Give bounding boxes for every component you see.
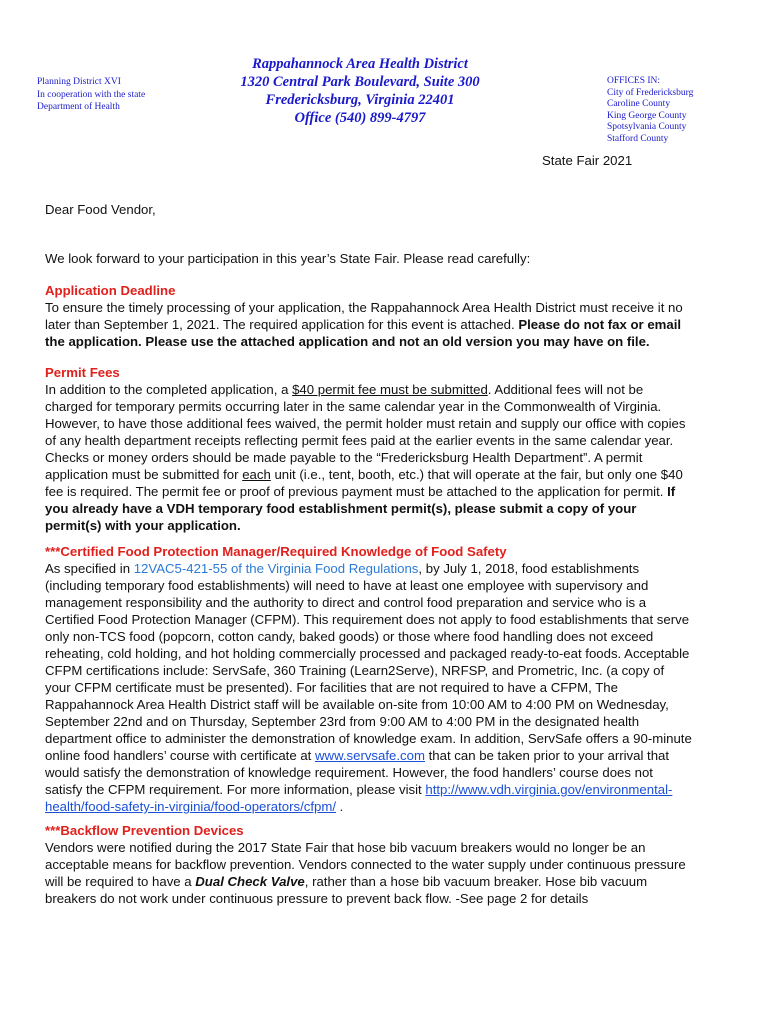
fees-text: Checks or money orders should be made payable to the “Fredericksburg Health Department”. A permit [45,450,643,465]
permit-fee-amount: $40 permit fee must be submitted [292,382,488,397]
cfpm-text: would satisfy the demonstration of knowledge requirement. However, the food handlers’ course does not [45,765,653,780]
office-phone: Office (540) 899-4797 [294,110,426,126]
deadline-text: the application. Please use the attached application and not an old version you may have on file. [45,334,650,349]
servsafe-link[interactable]: www.servsafe.com [315,748,425,763]
backflow-text: breakers do not work under continuous pressure to prevent back flow. -See page 2 for details [45,891,589,906]
backflow-text: Vendors were notified during the 2017 State Fair that hose bib vacuum breakers would no longer be an [45,840,646,855]
cfpm-heading: ***Certified Food Protection Manager/Required Knowledge of Food Safety [45,544,507,559]
fees-text: you already have a VDH temporary food establishment permit(s), please submit a copy of your [45,501,637,516]
office-location: City of Fredericksburg [607,87,694,98]
cfpm-text: September 22nd and on Thursday, September 23rd from 9:00 AM to 4:00 PM in the designated health [45,714,640,729]
offices-in-label: OFFICES IN: [607,76,661,86]
cfpm-text: department office to administer the demonstration of knowledge exam. In addition, ServSafe offers a 90-minute [45,731,692,746]
cfpm-section [45,543,735,815]
street-address: 1320 Central Park Boulevard, Suite 300 [240,74,480,90]
cfpm-text: online food handlers’ course with certificate at www.servsafe.com that can be taken prior to your arrival that [45,748,670,763]
district-name: Rappahannock Area Health District [252,56,468,72]
cfpm-text: satisfy the CFPM requirement. For more information, please visit http://www.vdh.virginia.gov/environmental- [45,782,673,797]
cfpm-text: (including temporary food establishments) will need to have at least one employee with supervisory and [45,578,649,593]
vdh-cfpm-link-cont[interactable]: health/food-safety-in-virginia/food-operators/cfpm/ [45,799,337,814]
cooperation-line: In cooperation with the state [37,89,146,100]
fax-warning: Please do not fax or email [518,317,682,332]
cfpm-text: your CFPM certificate must be presented). For facilities that are not required to have a CFPM, The [45,680,618,695]
fees-section [45,364,735,534]
city-state-zip: Fredericksburg, Virginia 22401 [265,92,455,108]
office-location: King George County [607,110,687,121]
cfpm-text: As specified in 12VAC5-421-55 of the Virginia Food Regulations, by July 1, 2018, food establishments [45,561,640,576]
cfpm-text: management responsibility and the authority to direct and control food preparation and service who is a [45,595,647,610]
cfpm-text: Certified Food Protection Manager (CFPM). This requirement does not apply to food establishments that serve [45,612,690,627]
vdh-cfpm-link[interactable]: http://www.vdh.virginia.gov/environmental- [425,782,673,797]
fees-text: application must be submitted for each unit (i.e., tent, booth, etc.) that will operate at the fair, but only one $40 [45,467,683,482]
planning-district: Planning District XVI [37,77,121,87]
letterhead-right [607,76,693,146]
cfpm-text: health/food-safety-in-virginia/food-operators/cfpm/ . [45,799,344,814]
office-location: Spotsylvania County [607,122,687,133]
office-location: Caroline County [607,99,671,110]
office-location: Stafford County [607,133,669,144]
greeting: Dear Food Vendor, [45,202,156,217]
fees-text: of any health department receipts reflecting permit fees paid at the earlier events in the same calendar year. [45,433,674,448]
letterhead-left [37,76,145,114]
letterhead-center [215,55,505,127]
fees-text: However, to have those additional fees waived, the permit holder must retain and supply our office with copies [45,416,686,431]
backflow-text: will be required to have a Dual Check Valve, rather than a hose bib vacuum breaker. Hose bib vacuum [45,874,648,889]
backflow-text: acceptable means for backflow prevention. Vendors connected to the water supply under continuous pressure [45,857,686,872]
department-line: Department of Health [37,102,120,112]
fees-text: permit(s) with your application. [45,518,241,533]
intro-paragraph: We look forward to your participation in this year’s State Fair. Please read carefully: [45,251,531,266]
dual-check-valve: Dual Check Valve [195,874,305,889]
fees-text: In addition to the completed application, a $40 permit fee must be submitted. Additional fees will not be [45,382,644,397]
deadline-section [45,282,735,350]
deadline-text: To ensure the timely processing of your application, the Rappahannock Area Health District must receive it no [45,300,683,315]
backflow-heading: ***Backflow Prevention Devices [45,823,244,838]
cfpm-text: reheating, cold holding, and hot holding commercially processed and packaged ready-to-eat foods. Acceptable [45,646,690,661]
backflow-section [45,822,735,907]
event-title: State Fair 2021 [542,153,633,168]
cfpm-text: Rappahannock Area Health District staff will be available on-site from 10:00 AM to 4:00 PM on Wednesday, [45,697,669,712]
fees-text: charged for temporary permits occurring later in the same calendar year in the Commonwealth of Virginia. [45,399,662,414]
food-regulations-link[interactable]: 12VAC5-421-55 of the Virginia Food Regulations [133,561,419,576]
deadline-heading: Application Deadline [45,283,176,298]
cfpm-text: only non-TCS food (popcorn, cotton candy, baked goods) or those where food handling does not exceed [45,629,654,644]
deadline-text: later than September 1, 2021. The required application for this event is attached. Please do not fax or email [45,317,682,332]
fees-text: fee is required. The permit fee or proof of previous payment must be attached to the application for permit. If [45,484,676,499]
cfpm-text: CFPM certifications include: ServSafe, 360 Training (Learn2Serve), NRFSP, and Prometric, Inc. (a copy of [45,663,665,678]
fees-heading: Permit Fees [45,365,120,380]
